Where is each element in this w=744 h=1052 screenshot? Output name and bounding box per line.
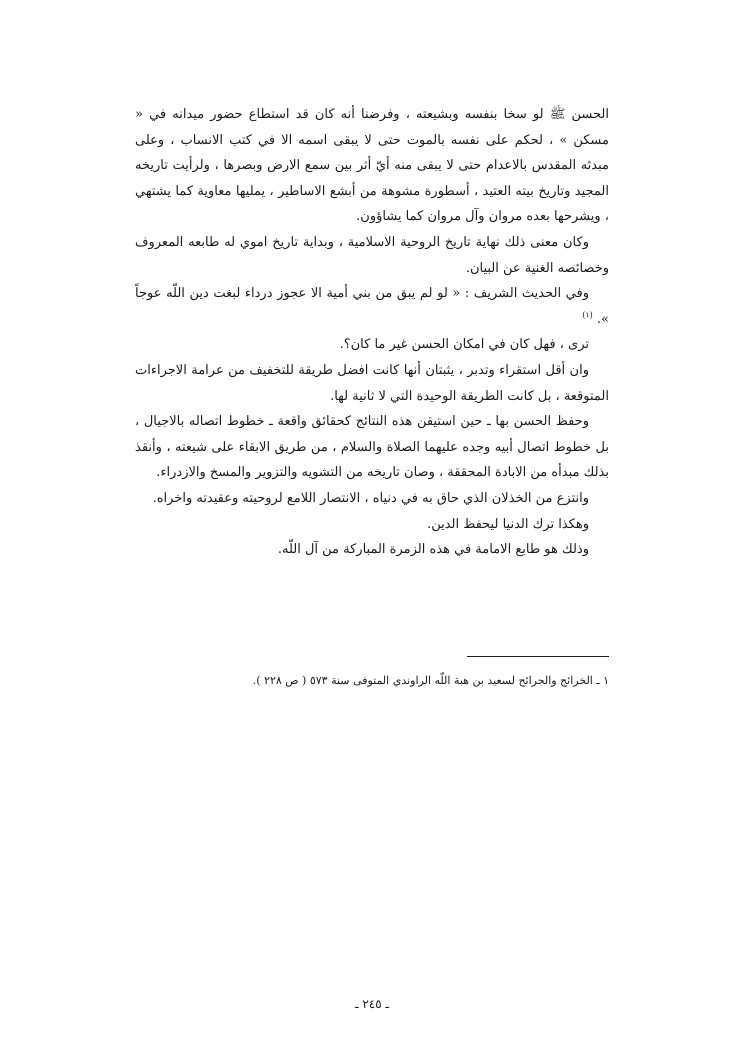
paragraph-3 (135, 281, 609, 332)
paragraph-2: وكان معنى ذلك نهاية تاريخ الروحية الاسلامية ، وبداية تاريخ اموي له طابعه المعروف وخصائصه الغنية عن البيان. (135, 234, 609, 276)
footnote: ١ ـ الخرائج والجرائح لسعيد بن هبة اللّه الراوندي المتوفى سنة ٥٧٣ ( ص ٢٢٨ ). (252, 674, 609, 687)
body-text (135, 102, 609, 563)
paragraph-4: ترى ، فهل كان في امكان الحسن غير ما كان؟. (339, 337, 589, 353)
paragraph-9: وذلك هو طابع الامامة في هذه الزمرة المباركة من آل اللّه. (277, 542, 589, 558)
paragraph-1: الحسن ﷺ لو سخا بنفسه وبشيعته ، وفرضنا أنه كان قد استطاع حضور ميدانه في « مسكن » ، لحكم على نفسه بالموت حتى لا يبقى اسمه الا في كتب الانساب ، وعلى مبدئه المقدس بالاعدام حتى لا يبقى منه أيّ أثر بين سمع الارض وبصرها ، ولرأيت تاريخه المجيد وتاريخ بيته العتيد ، أسطورة مشوهة من أبشع الاساطير ، يمليها معاوية كما يشتهي ، ويشرحها بعده مروان وآل مروان كما يشاؤون. (135, 107, 609, 225)
footnote-divider (467, 656, 609, 657)
paragraph-6: وحفظ الحسن بها ـ حين استيقن هذه النتائج كحقائق واقعة ـ خطوط اتصاله بالاجيال ، بل خطوط اتصال أبيه وجده عليهما الصلاة والسلام ، من طريق الابقاء على شيعته ، وأنقذ بذلك مبدأه من الابادة المحققة ، وصان تاريخه من التشويه والتزوير والمسخ والازدراء. (135, 414, 609, 481)
paragraph-7: وانتزع من الخذلان الذي حاق به في دنياه ، الانتصار اللامع لروحيته وعقيدته واخراه. (152, 490, 589, 506)
paragraph-8: وهكذا ترك الدنيا ليحفظ الدين. (427, 516, 589, 532)
page-number: ـ ٢٤٥ ـ (354, 997, 390, 1011)
footnote-marker[interactable]: (١) (582, 310, 593, 320)
paragraph-5: وان أقل استقراء وتدبر ، يثبتان أنها كانت افضل طريقة للتخفيف من عرامة الاجراءات المتوقعة ، بل كانت الطريقة الوحيدة التي لا ثانية لها. (135, 362, 609, 404)
hadith-quote: وفي الحديث الشريف : « لو لم يبق من بني أمية الا عجوز درداء لبغت دين اللّه عوجاً ». (135, 286, 609, 327)
